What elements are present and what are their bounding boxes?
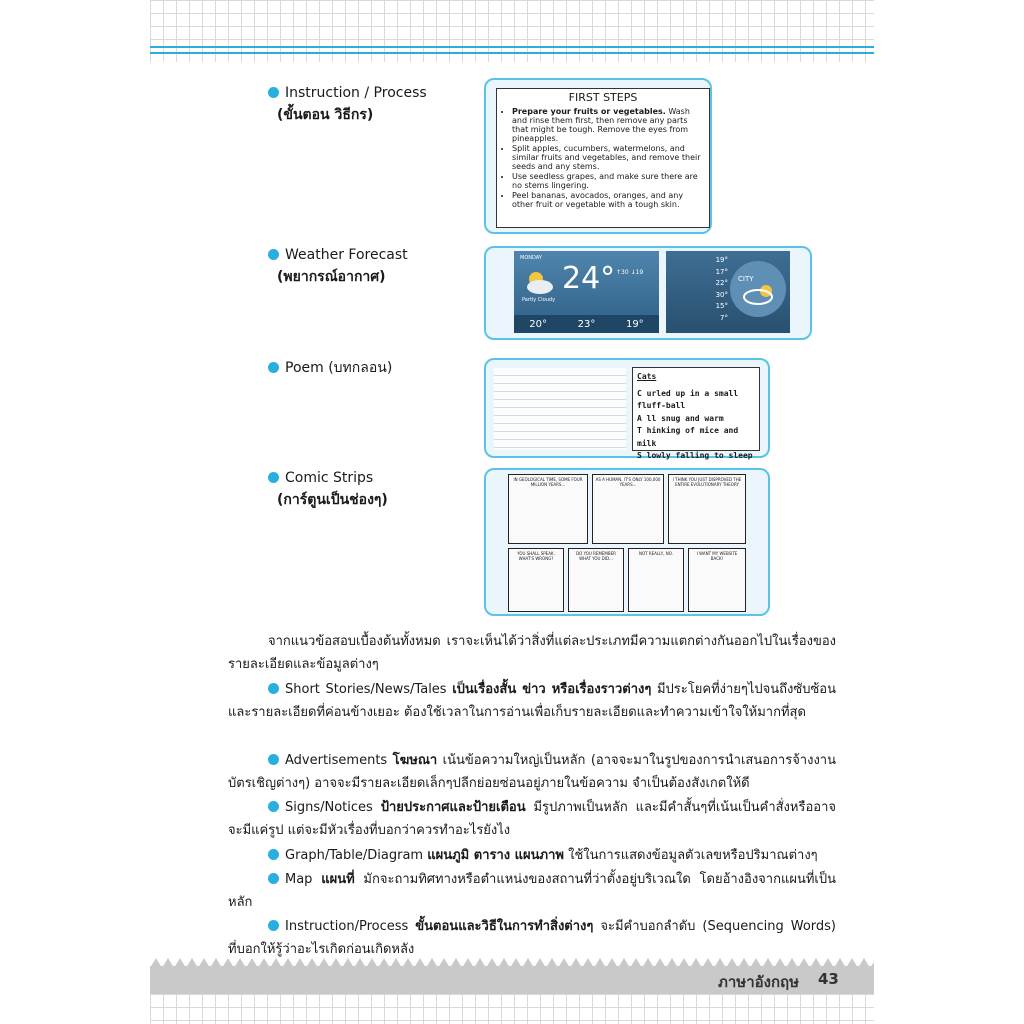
step-item: • Split apples, cucumbers, watermelons, and similar fruits and vegetables, and remove their seeds and any stems.	[512, 144, 703, 171]
first-steps-card	[496, 88, 710, 228]
poem-frame	[484, 358, 770, 458]
forecast-day: 19°	[625, 318, 644, 330]
paragraph-instruction: Instruction/Process ขั้นตอนและวิธีในการทำสิ่งต่างๆ จะมีคำบอกลำดับ (Sequencing Words) ที่บอกให้รู้ว่าอะไรเกิดก่อนเกิดหลัง	[228, 919, 836, 957]
comic-panel: I THINK YOU JUST DISPROVED THE ENTIRE EVOLUTIONARY THEORY	[668, 474, 746, 544]
bullet-icon	[268, 754, 279, 765]
poem-line: T hinking of mice and milk	[637, 426, 739, 448]
item-weather: Weather Forecast (พยากรณ์อากาศ)	[268, 244, 408, 288]
comic-panel: I WANT MY WEBSITE BACK!	[688, 548, 746, 612]
forecast-day: 20°	[529, 318, 548, 330]
weather-widget-main: MONDAY 24° ↑30 ↓19 Partly Cloudy 20° 23° 19°	[514, 251, 659, 333]
handwritten-poem-image	[494, 368, 626, 450]
poem-line: S lowly falling to sleep	[637, 451, 753, 460]
bullet-icon	[268, 873, 279, 884]
header-rule	[150, 52, 874, 54]
item-poem: Poem (บทกลอน)	[268, 357, 392, 379]
bullet-icon	[268, 472, 279, 483]
bullet-icon	[268, 801, 279, 812]
bullet-icon	[268, 849, 279, 860]
comic-panel: NOT REALLY, NO.	[628, 548, 684, 612]
bullet-icon	[268, 87, 279, 98]
forecast-row: 22°	[715, 279, 728, 287]
forecast-row: 15°	[715, 302, 728, 310]
comic-panel: YOU SHALL SPEAK. WHAT'S WRONG?	[508, 548, 564, 612]
step-item: • Peel bananas, avocados, oranges, and any other fruit or vegetable with a tough skin.	[512, 191, 703, 209]
bullet-icon	[268, 920, 279, 931]
intro-paragraph: จากแนวข้อสอบเบื้องต้นทั้งหมด เราจะเห็นได้ว่าสิ่งที่แต่ละประเภทมีความแตกต่างกันออกไปในเรื่องของรายละเอียดและข้อมูลต่างๆ	[228, 634, 836, 672]
forecast-row: 7°	[720, 313, 728, 322]
paragraph-map: Map แผนที่ มักจะถามทิศทางหรือตำแหน่งของสถานที่ว่าตั้งอยู่บริเวณใด โดยอ้างอิงจากแผนที่เป็นหลัก	[228, 872, 836, 910]
page-number: 43	[818, 970, 839, 988]
header-rule	[150, 46, 874, 48]
first-steps-frame	[484, 78, 712, 234]
bullet-icon	[268, 683, 279, 694]
step-item: • Use seedless grapes, and make sure there are no stems lingering.	[512, 172, 703, 190]
bullet-icon	[268, 249, 279, 260]
poem-line: A ll snug and warm	[637, 413, 724, 423]
poem-title: Cats	[637, 372, 657, 381]
current-temp: 24°	[562, 261, 616, 296]
paragraph-graph: Graph/Table/Diagram แผนภูมิ ตาราง แผนภาพ ใช้ในการแสดงข้อมูลตัวเลขหรือปริมาณต่างๆ	[228, 844, 836, 867]
paragraph-short-stories: Short Stories/News/Tales เป็นเรื่องสั้น ข่าว หรือเรื่องราวต่างๆ มีประโยคที่ง่ายๆไปจนถึงซับซ้อนและรายละเอียดที่ค่อนข้างเยอะ ต้องใช้เวลาในการอ่านเพื่อเก็บรายละเอียดและทำความเข้าใจให้มากที่สุด	[228, 682, 836, 720]
comic-panel: IN GEOLOGICAL TIME, SOME FOUR MILLION YEARS...	[508, 474, 588, 544]
forecast-day: 23°	[577, 318, 596, 330]
comic-frame	[484, 468, 770, 616]
cloud-sun-icon	[742, 283, 778, 309]
item-comic: Comic Strips (การ์ตูนเป็นช่องๆ)	[268, 467, 388, 511]
poem-line: C urled up in a small fluff-ball	[637, 388, 739, 410]
bullet-icon	[268, 362, 279, 373]
first-steps-title: FIRST STEPS	[568, 91, 638, 104]
weather-frame	[484, 246, 812, 340]
footer-title: ภาษาอังกฤษ	[718, 973, 800, 991]
comic-panel: AS A HUMAN, IT'S ONLY 100,000 YEARS...	[592, 474, 664, 544]
weather-widget-list: 19° 17° 22° 30° 15° 7° CITY	[666, 251, 790, 333]
forecast-row: 19°	[715, 256, 728, 264]
paragraph-advertisements: Advertisements โฆษณา เน้นข้อความใหญ่เป็นหลัก (อาจจะมาในรูปของการนำเสนอการจ้างงาน บัตรเชิญต่างๆ) อาจจะมีรายละเอียดเล็กๆปลีกย่อยซ่อนอยู่ภายในข้อความ จำเป็นต้องสังเกตให้ดี	[228, 753, 836, 791]
comic-panel: DO YOU REMEMBER WHAT YOU DID...	[568, 548, 624, 612]
forecast-row: 17°	[715, 267, 728, 276]
footer-grid	[150, 994, 874, 1024]
sun-cloud-icon	[522, 269, 556, 299]
step-item: • Prepare your fruits or vegetables. Wash and rinse them first, then remove any parts that might be tough. Remove the eyes from pineapples.	[512, 107, 703, 143]
forecast-row: 30°	[715, 290, 728, 299]
paragraph-signs: Signs/Notices ป้ายประกาศและป้ายเตือน มีรูปภาพเป็นหลัก และมีคำสั้นๆที่เน้นเป็นคำสั่งหรืออาจจะมีแค่รูป แต่จะมีหัวเรื่องที่บอกว่าควรทำอะไรยังไง	[228, 800, 836, 838]
item-instruction: Instruction / Process (ขั้นตอน วิธีกร)	[268, 82, 427, 126]
poem-card	[632, 367, 760, 460]
